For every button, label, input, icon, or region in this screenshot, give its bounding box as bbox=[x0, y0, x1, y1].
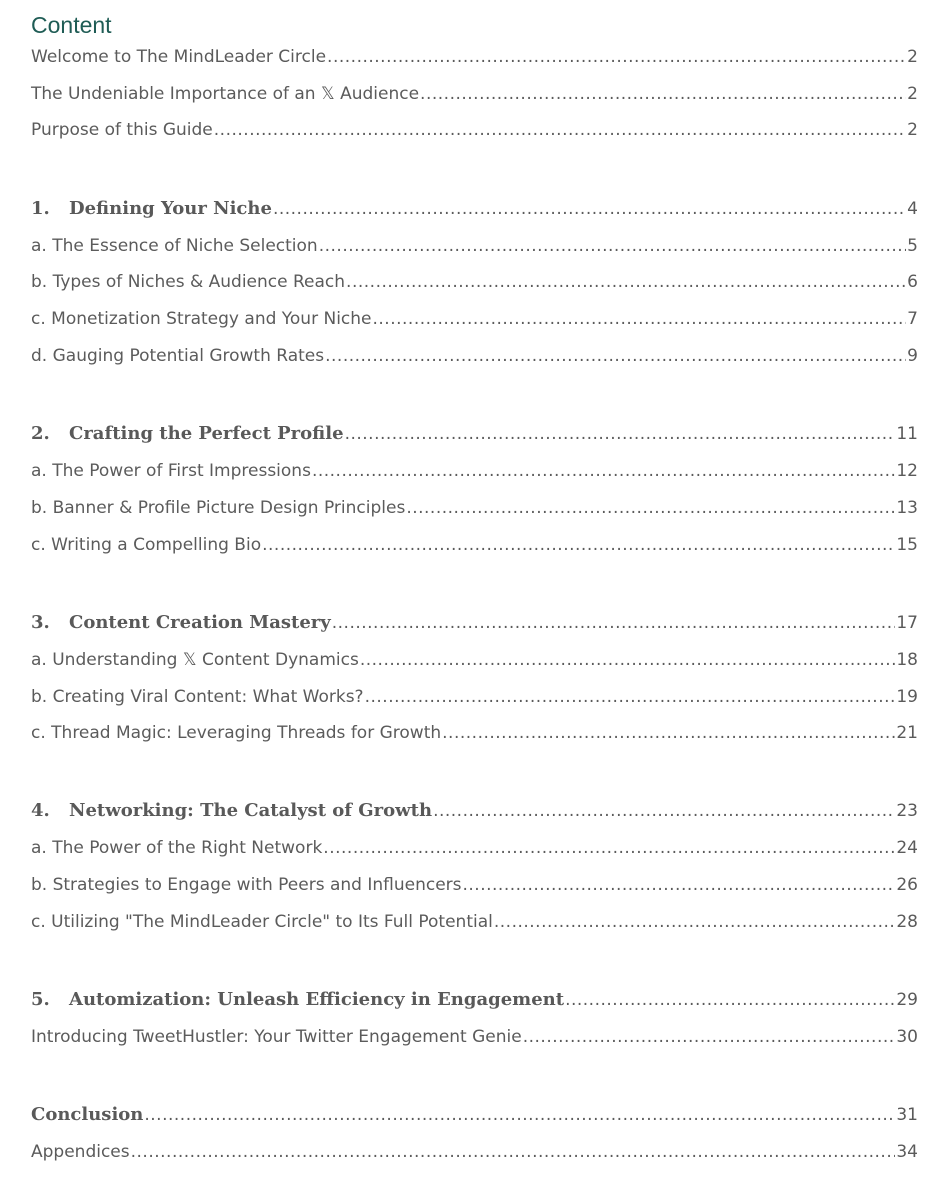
toc-entry-title bbox=[31, 873, 462, 897]
toc-entry-title bbox=[31, 422, 344, 446]
toc-entry-label: The Undeniable Importance of an 𝕏 Audience bbox=[31, 84, 420, 104]
toc-entry-title bbox=[31, 910, 493, 934]
dot-leader bbox=[319, 234, 906, 258]
toc-entry-title bbox=[31, 307, 372, 331]
toc-entry-title bbox=[31, 118, 213, 142]
toc-entry-title bbox=[31, 611, 331, 635]
dot-leader bbox=[365, 685, 896, 709]
toc-entry-title bbox=[31, 721, 441, 745]
toc-title: Content bbox=[31, 12, 112, 38]
toc-chapter-entry[interactable] bbox=[31, 611, 918, 635]
toc-entry-label: c. Thread Magic: Leveraging Threads for Growth bbox=[31, 723, 442, 743]
toc-entry-label: c. Monetization Strategy and Your Niche bbox=[31, 309, 372, 329]
toc-page-number: 31 bbox=[896, 1105, 918, 1125]
toc-entry-label: Welcome to The MindLeader Circle bbox=[31, 47, 327, 67]
toc-chapter-entry[interactable] bbox=[31, 988, 918, 1012]
toc-entry-title bbox=[31, 197, 272, 221]
toc-entry-label: b. Types of Niches & Audience Reach bbox=[31, 272, 346, 292]
dot-leader bbox=[420, 82, 906, 106]
toc-entry-title bbox=[31, 799, 432, 823]
dot-leader bbox=[262, 533, 895, 557]
toc-entry[interactable] bbox=[31, 721, 918, 745]
toc-entry-label: a. The Power of First Impressions bbox=[31, 461, 311, 481]
toc-page-number: 15 bbox=[896, 535, 918, 555]
toc-page-number: 21 bbox=[896, 723, 918, 743]
toc-entry-label: Appendices bbox=[31, 1142, 130, 1162]
dot-leader bbox=[373, 307, 907, 331]
toc-entry-label: Crafting the Perfect Profile bbox=[69, 423, 344, 444]
toc-entry-label: c. Writing a Compelling Bio bbox=[31, 535, 262, 555]
toc-entry-label: a. The Power of the Right Network bbox=[31, 838, 323, 858]
toc-entry-title bbox=[31, 836, 322, 860]
toc-entry-label: a. The Essence of Niche Selection bbox=[31, 236, 318, 256]
dot-leader bbox=[325, 344, 906, 368]
toc-entry-title bbox=[31, 496, 405, 520]
toc-entry-title bbox=[31, 685, 364, 709]
toc-entry-title bbox=[31, 234, 318, 258]
toc-entry-label: b. Banner & Profile Picture Design Principles bbox=[31, 498, 406, 518]
dot-leader bbox=[463, 873, 896, 897]
dot-leader bbox=[442, 721, 895, 745]
toc-entry-label: Content Creation Mastery bbox=[69, 612, 331, 633]
toc-entry-title bbox=[31, 533, 261, 557]
toc-entry-label: Networking: The Catalyst of Growth bbox=[69, 800, 433, 821]
toc-entry[interactable] bbox=[31, 836, 918, 860]
toc-entry-title bbox=[31, 45, 326, 69]
toc-page-number: 23 bbox=[896, 801, 918, 821]
toc-page-number: 11 bbox=[896, 424, 918, 444]
dot-leader bbox=[523, 1025, 896, 1049]
toc-page-number: 29 bbox=[896, 990, 918, 1010]
toc-entry-label: c. Utilizing "The MindLeader Circle" to Its Full Potential bbox=[31, 912, 493, 932]
toc-entry[interactable] bbox=[31, 82, 918, 106]
toc-entry-label: Purpose of this Guide bbox=[31, 120, 213, 140]
toc-chapter-number: 5. bbox=[31, 989, 50, 1010]
toc-page-number: 6 bbox=[907, 272, 918, 292]
dot-leader bbox=[131, 1140, 896, 1164]
toc-chapter-number: 2. bbox=[31, 423, 50, 444]
dot-leader bbox=[406, 496, 895, 520]
toc-entry-label: b. Creating Viral Content: What Works? bbox=[31, 687, 364, 707]
toc-entry[interactable] bbox=[31, 344, 918, 368]
toc-entry[interactable] bbox=[31, 648, 918, 672]
toc-page-number: 7 bbox=[907, 309, 918, 329]
dot-leader bbox=[494, 910, 896, 934]
toc-entry-title bbox=[31, 1140, 130, 1164]
toc-entry-label: Introducing TweetHustler: Your Twitter Engagement Genie bbox=[31, 1027, 522, 1047]
toc-entry-label: b. Strategies to Engage with Peers and Influencers bbox=[31, 875, 462, 895]
toc-page-number: 4 bbox=[907, 199, 918, 219]
toc-entry[interactable] bbox=[31, 234, 918, 258]
toc-entry-title bbox=[31, 344, 324, 368]
dot-leader bbox=[312, 459, 895, 483]
toc-chapter-entry[interactable] bbox=[31, 799, 918, 823]
toc-page-number: 12 bbox=[896, 461, 918, 481]
toc-entry-title bbox=[31, 1103, 143, 1127]
toc-page-number: 13 bbox=[896, 498, 918, 518]
dot-leader bbox=[214, 118, 906, 142]
dot-leader bbox=[345, 422, 896, 446]
toc-chapter-number: 3. bbox=[31, 612, 50, 633]
toc-entry-title bbox=[31, 988, 564, 1012]
dot-leader bbox=[327, 45, 906, 69]
toc-page-number: 30 bbox=[896, 1027, 918, 1047]
toc-chapter-number: 1. bbox=[31, 198, 50, 219]
toc-page-number: 9 bbox=[907, 346, 918, 366]
toc-entry[interactable] bbox=[31, 45, 918, 69]
toc-entry-label: d. Gauging Potential Growth Rates bbox=[31, 346, 325, 366]
toc-entry-title bbox=[31, 82, 419, 106]
toc-page-number: 28 bbox=[896, 912, 918, 932]
toc-entry[interactable] bbox=[31, 533, 918, 557]
dot-leader bbox=[565, 988, 895, 1012]
toc-entry[interactable] bbox=[31, 459, 918, 483]
toc-page-number: 34 bbox=[896, 1142, 918, 1162]
toc-page-number: 26 bbox=[896, 875, 918, 895]
toc-entry[interactable] bbox=[31, 307, 918, 331]
dot-leader bbox=[144, 1103, 895, 1127]
toc-entry[interactable] bbox=[31, 1025, 918, 1049]
toc-page-number: 24 bbox=[896, 838, 918, 858]
toc-entry-label: Automization: Unleash Efficiency in Engagement bbox=[69, 989, 565, 1010]
toc-chapter-number: 4. bbox=[31, 800, 50, 821]
toc-chapter-entry[interactable] bbox=[31, 422, 918, 446]
dot-leader bbox=[433, 799, 895, 823]
toc-entry-title bbox=[31, 1025, 522, 1049]
toc-page-number: 18 bbox=[896, 650, 918, 670]
toc-page-number: 19 bbox=[896, 687, 918, 707]
dot-leader bbox=[360, 648, 896, 672]
dot-leader bbox=[332, 611, 896, 635]
toc-entry[interactable] bbox=[31, 910, 918, 934]
toc-page-number: 2 bbox=[907, 120, 918, 140]
toc-page-number: 2 bbox=[907, 47, 918, 67]
toc-entry[interactable] bbox=[31, 118, 918, 142]
toc-page-number: 17 bbox=[896, 613, 918, 633]
dot-leader bbox=[323, 836, 895, 860]
toc-entry-label: Defining Your Niche bbox=[69, 198, 272, 219]
toc-entry-label: Conclusion bbox=[31, 1104, 144, 1125]
toc-chapter-entry[interactable] bbox=[31, 197, 918, 221]
toc-entry[interactable] bbox=[31, 685, 918, 709]
toc-entry[interactable] bbox=[31, 496, 918, 520]
toc-entry-title bbox=[31, 459, 311, 483]
toc-entry-title bbox=[31, 648, 359, 672]
toc-entry-title bbox=[31, 270, 345, 294]
dot-leader bbox=[273, 197, 906, 221]
toc-page-number: 2 bbox=[907, 84, 918, 104]
toc-entry-label: a. Understanding 𝕏 Content Dynamics bbox=[31, 650, 359, 670]
toc-chapter-entry[interactable] bbox=[31, 1103, 918, 1127]
toc-entry[interactable] bbox=[31, 1140, 918, 1164]
dot-leader bbox=[346, 270, 906, 294]
toc-page-number: 5 bbox=[907, 236, 918, 256]
toc-entry[interactable] bbox=[31, 270, 918, 294]
toc-entry[interactable] bbox=[31, 873, 918, 897]
